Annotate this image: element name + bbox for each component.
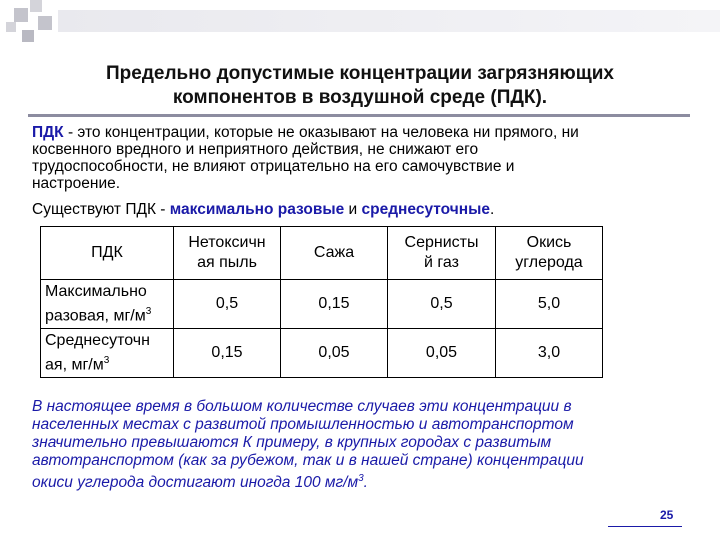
pdk-type-max: максимально разовые xyxy=(169,201,345,218)
title-underline xyxy=(28,114,690,117)
definition-term: ПДК xyxy=(32,124,64,141)
table-cell: 0,05 xyxy=(281,329,388,378)
definition-text: трудоспособности, не влияют отрицательно на его самочувствие и xyxy=(32,158,515,175)
table-row-label: Среднесуточн ая, $мг/м^3$ xyxy=(41,329,174,378)
pdk-types-end: . xyxy=(489,201,495,218)
table-cell: 0,15 xyxy=(174,329,281,378)
table-header-cell: Сернисты й газ xyxy=(388,227,496,280)
table-header-cell: Сажа xyxy=(281,227,388,280)
table-cell: 0,15 xyxy=(281,280,388,329)
page-number: 25 xyxy=(660,508,674,522)
note-line: В настоящее время в большом количестве случаев эти концентрации в xyxy=(32,398,572,415)
page-number-underline xyxy=(608,526,682,527)
table-cell: 0,5 xyxy=(388,280,496,329)
table-row xyxy=(41,329,603,378)
definition-text: косвенного вредного и неприятного действия, не снижают его xyxy=(32,141,479,158)
page-title xyxy=(40,62,680,110)
note-line: населенных местах с развитой промышленностью и автотранспортом xyxy=(32,416,574,433)
table-cell: 5,0 xyxy=(496,280,603,329)
note-line: окиси углерода достигают иногда 100 $мг/м^3$. xyxy=(32,473,368,492)
decorative-header-strip xyxy=(58,10,720,32)
note-line: значительно превышаются К примеру, в крупных городах с развитым xyxy=(32,434,552,451)
pdk-table xyxy=(40,226,603,378)
decorative-square xyxy=(6,22,16,32)
table-cell: 0,5 xyxy=(174,280,281,329)
note-paragraph xyxy=(32,398,692,492)
table-row-label: Максимально разовая, $мг/м^3$ xyxy=(41,280,174,329)
title-line-2: компонентов в воздушной среде (ПДК). xyxy=(172,87,548,108)
note-line: автотранспортом (как за рубежом, так и в нашей стране) концентрации xyxy=(32,452,584,469)
pdk-types-sentence xyxy=(32,200,494,219)
definition-text: - это концентрации, которые не оказывают на человека ни прямого, ни xyxy=(63,124,579,141)
definition-text: настроение. xyxy=(32,175,121,192)
decorative-square xyxy=(14,8,28,22)
decorative-square xyxy=(22,30,34,42)
pdk-types-prefix: Существуют ПДК - xyxy=(32,201,170,218)
pdk-types-and: и xyxy=(344,201,362,218)
table-header-cell: Окись углерода xyxy=(496,227,603,280)
decorative-square xyxy=(38,16,52,30)
table-row xyxy=(41,280,603,329)
table-cell: 0,05 xyxy=(388,329,496,378)
table-corner-cell: ПДК xyxy=(41,227,174,280)
definition-paragraph xyxy=(32,124,692,192)
decorative-square xyxy=(30,0,42,12)
table-header-row xyxy=(41,227,603,280)
table-header-cell: Нетоксичн ая пыль xyxy=(174,227,281,280)
title-line-1: Предельно допустимые концентрации загрязняющих xyxy=(106,63,614,84)
pdk-type-daily: среднесуточные xyxy=(361,201,490,218)
table-cell: 3,0 xyxy=(496,329,603,378)
